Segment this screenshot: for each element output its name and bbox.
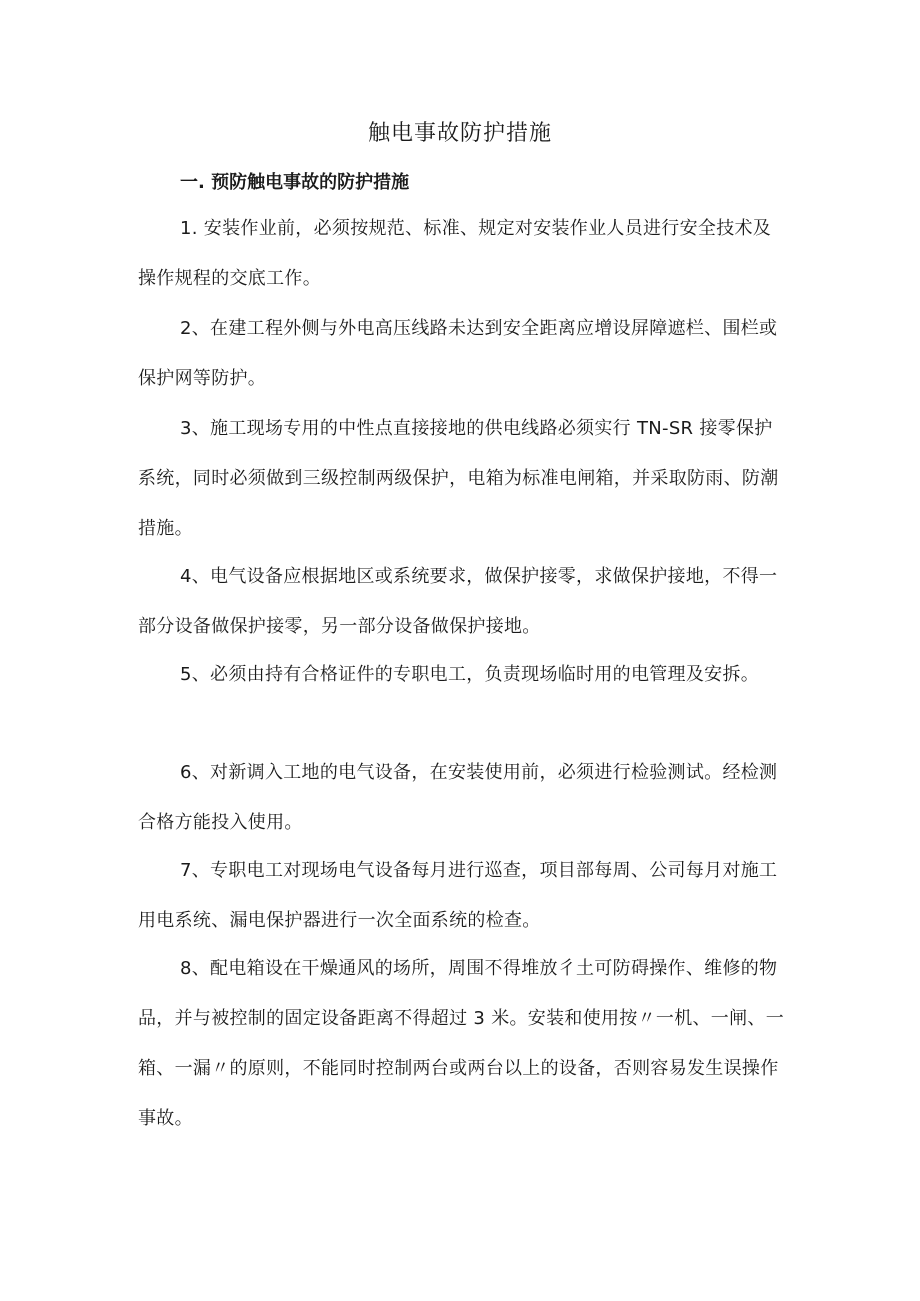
paragraph-2: 2、在建工程外侧与外电高压线路未达到安全距离应增设屏障遮栏、围栏或保护网等防护。 bbox=[138, 318, 778, 389]
page-title: 触电事故防护措施 bbox=[367, 121, 552, 146]
paragraph-1: 1. 安装作业前，必须按规范、标准、规定对安装作业人员进行安全技术及操作规程的交底工作。 bbox=[138, 218, 772, 289]
section-heading: 一. 预防触电事故的防护措施 bbox=[180, 172, 410, 193]
paragraph-4: 4、电气设备应根据地区或系统要求，做保护接零，求做保护接地，不得一部分设备做保护接零，另一部分设备做保护接地。 bbox=[138, 566, 778, 637]
paragraph-3: 3、施工现场专用的中性点直接接地的供电线路必须实行 TN-SR 接零保护系统，同时必须做到三级控制两级保护，电箱为标准电闸箱，并采取防雨、防潮措施。 bbox=[138, 418, 779, 539]
paragraph-5: 5、必须由持有合格证件的专职电工，负责现场临时用的电管理及安拆。 bbox=[180, 664, 760, 685]
paragraph-8: 8、配电箱设在干燥通风的场所，周围不得堆放彳土可防碍操作、维修的物品，并与被控制的固定设备距离不得超过 3 米。安装和使用按〃一机、一闸、一箱、一漏〃的原则，不能同时控制两台或两台以上的设备，否则容易发生误操作事故。 bbox=[138, 958, 784, 1129]
paragraph-6: 6、对新调入工地的电气设备，在安装使用前，必须进行检验测试。经检测合格方能投入使用。 bbox=[138, 762, 778, 833]
paragraph-7: 7、专职电工对现场电气设备每月进行巡查，项目部每周、公司每月对施工用电系统、漏电保护器进行一次全面系统的检查。 bbox=[138, 860, 778, 931]
